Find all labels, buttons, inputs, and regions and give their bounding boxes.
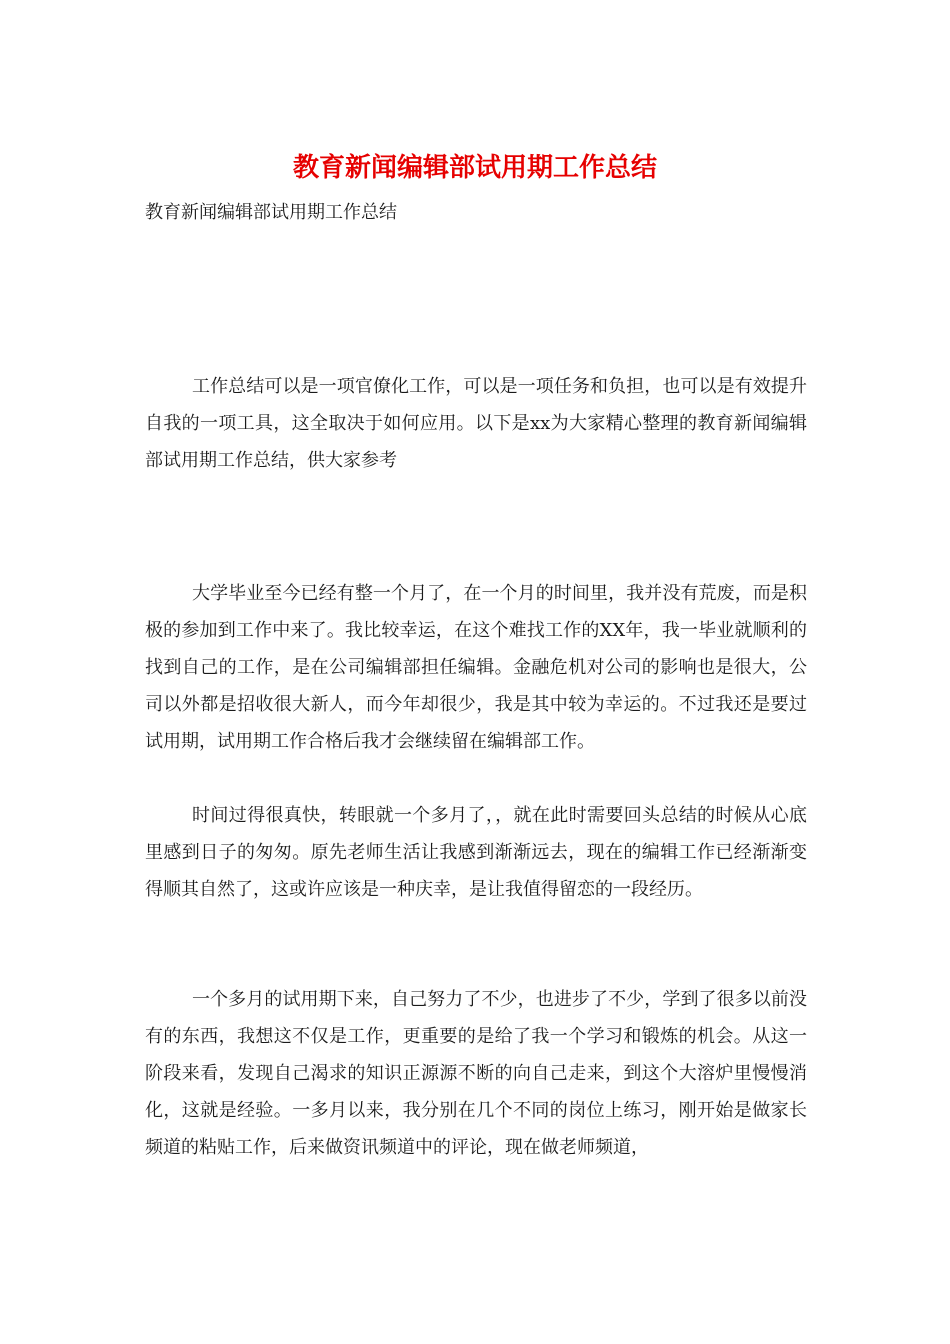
document-title: 教育新闻编辑部试用期工作总结 bbox=[292, 153, 657, 183]
paragraph-time: 时间过得很真快，转眼就一个多月了，，就在此时需要回头总结的时候从心底里感到日子的匆匆。原先老师生活让我感到渐渐远去，现在的编辑工作已经渐渐变得顺其自然了，这或许应该是一种庆幸，是让我值得留恋的一段经历。 bbox=[145, 805, 807, 900]
paragraph-intro: 工作总结可以是一项官僚化工作，可以是一项任务和负担，也可以是有效提升自我的一项工具，这全取决于如何应用。以下是xx为大家精心整理的教育新闻编辑部试用期工作总结，供大家参考 bbox=[145, 376, 807, 471]
paragraph-graduation: 大学毕业至今已经有整一个月了，在一个月的时间里，我并没有荒废，而是积极的参加到工作中来了。我比较幸运，在这个难找工作的XX年，我一毕业就顺利的找到自己的工作，是在公司编辑部担任编辑。金融危机对公司的影响也是很大，公司以外都是招收很大新人，而今年却很少，我是其中较为幸运的。不过我还是要过试用期，试用期工作合格后我才会继续留在编辑部工作。 bbox=[145, 583, 807, 752]
document-subtitle: 教育新闻编辑部试用期工作总结 bbox=[145, 202, 397, 223]
paragraph-probation: 一个多月的试用期下来，自己努力了不少，也进步了不少，学到了很多以前没有的东西，我想这不仅是工作，更重要的是给了我一个学习和锻炼的机会。从这一阶段来看，发现自己渴求的知识正源源不断的向自己走来，到这个大溶炉里慢慢消化，这就是经验。一多月以来，我分别在几个不同的岗位上练习，刚开始是做家长频道的粘贴工作，后来做资讯频道中的评论，现在做老师频道， bbox=[145, 989, 807, 1158]
